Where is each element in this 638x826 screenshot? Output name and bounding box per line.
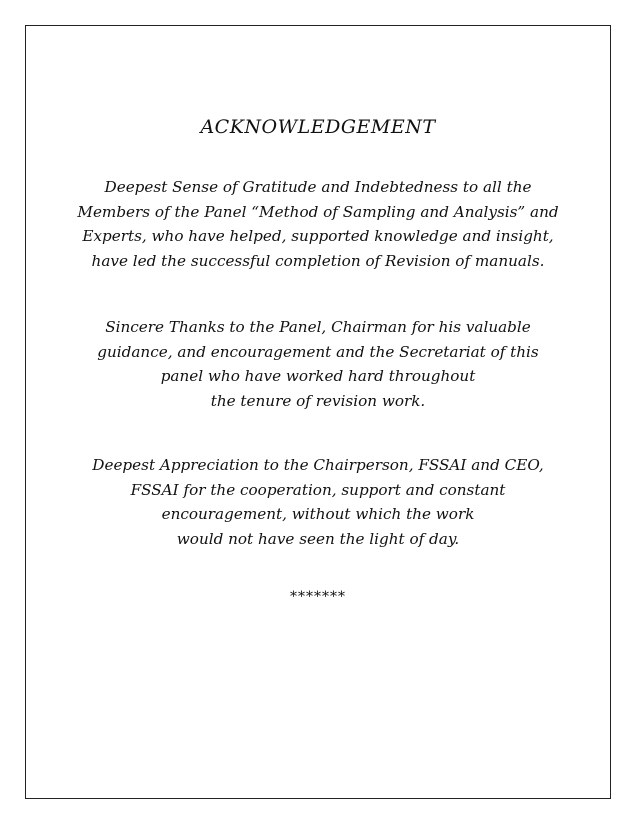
paragraph-line: the tenure of revision work.: [210, 391, 426, 410]
paragraph-line: Deepest Appreciation to the Chairperson, FSSAI and CEO,: [92, 456, 544, 474]
paragraph-appreciation: [25, 453, 611, 551]
paragraph-line: FSSAI for the cooperation, support and constant: [130, 480, 506, 499]
paragraph-line: guidance, and encouragement and the Secretariat of this: [97, 342, 539, 361]
page-title: ACKNOWLEDGEMENT: [200, 116, 436, 138]
paragraph-gratitude: [25, 175, 611, 273]
paragraph-line: Sincere Thanks to the Panel, Chairman for his valuable: [105, 318, 531, 336]
paragraph-line: would not have seen the light of day.: [176, 529, 460, 548]
end-mark: *******: [290, 589, 346, 605]
paragraph-thanks: [25, 315, 611, 413]
paragraph-line: Deepest Sense of Gratitude and Indebtedness to all the: [104, 178, 532, 196]
paragraph-line: have led the successful completion of Revision of manuals.: [91, 251, 545, 270]
paragraph-line: encouragement, without which the work: [161, 505, 475, 523]
paragraph-line: Members of the Panel “Method of Sampling and Analysis” and: [77, 202, 559, 221]
paragraph-line: Experts, who have helped, supported knowledge and insight,: [82, 227, 554, 245]
paragraph-line: panel who have worked hard throughout: [160, 367, 476, 385]
